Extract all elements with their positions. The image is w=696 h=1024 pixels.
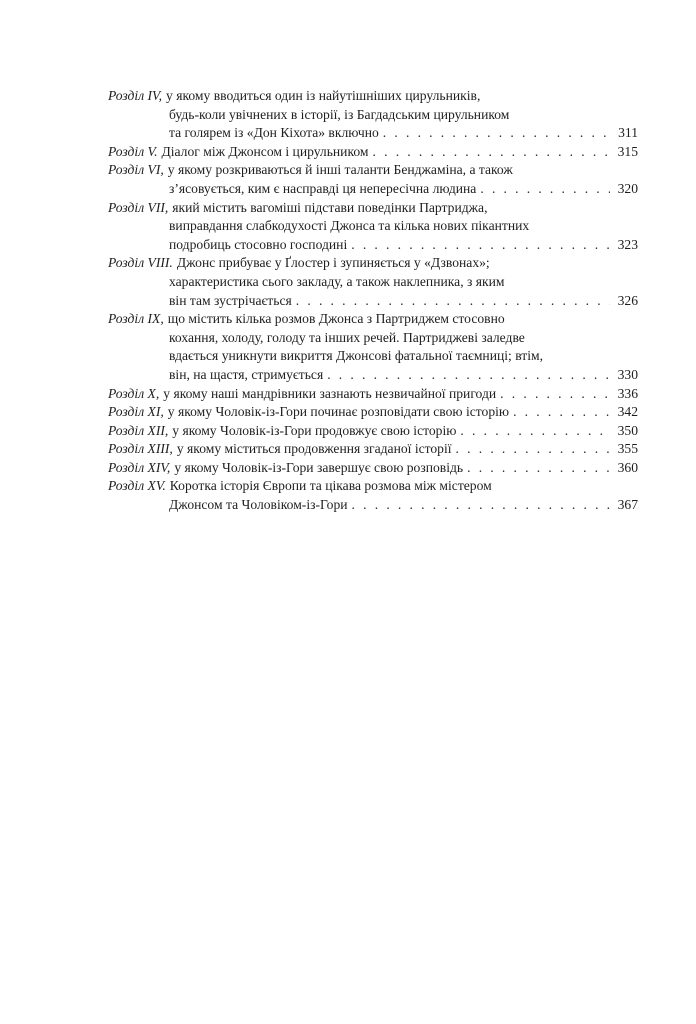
chapter-title-text: у якому Чоловік-із-Гори починає розповідати свою історію — [167, 404, 510, 420]
toc-line — [108, 273, 638, 292]
chapter-title-text: він, на щастя, стримується — [169, 366, 324, 382]
toc-line — [108, 347, 638, 366]
page-number: 315 — [617, 143, 638, 159]
toc-entry[interactable] — [108, 385, 638, 404]
toc-entry[interactable] — [108, 440, 638, 459]
page-number: 360 — [617, 459, 638, 475]
chapter-title-text: у якому Чоловік-із-Гори продовжує свою історію — [172, 422, 457, 438]
chapter-title-text: будь-коли увічнених в історії, із Багдадським цирульником — [169, 106, 510, 122]
toc-line — [108, 236, 638, 255]
page-number: 355 — [617, 441, 638, 457]
chapter-title-text: вдається уникнути викриття Джонсові фатальної таємниці; втім, — [169, 348, 544, 364]
toc-line — [108, 329, 638, 348]
chapter-title-text: кохання, холоду, голоду та інших речей. Партриджеві заледве — [169, 329, 525, 345]
chapter-title-text: що містить кілька розмов Джонса з Партриджем стосовно — [167, 311, 505, 327]
chapter-title-text: у якому Чоловік-із-Гори завершує свою розповідь — [174, 459, 464, 475]
dot-leader — [352, 496, 610, 515]
page-number: 323 — [617, 236, 638, 252]
toc-entry[interactable] — [108, 143, 638, 162]
chapter-label: Розділ VI, — [108, 162, 164, 178]
chapter-label: Розділ XII, — [108, 422, 169, 438]
chapter-label: Розділ IV, — [108, 88, 163, 103]
chapter-title-text: у якому розкриваються й інші таланти Бенджаміна, а також — [167, 162, 513, 178]
chapter-title-text: у якому вводиться один із найутішніших цирульників, — [166, 88, 481, 103]
toc-line — [108, 440, 638, 459]
chapter-title-text: Діалог між Джонсом і цирульником — [161, 143, 369, 159]
chapter-label: Розділ XV. — [108, 478, 166, 494]
dot-leader — [327, 366, 610, 385]
page-number: 311 — [618, 125, 638, 141]
chapter-title-text: Джонсом та Чоловіком-із-Гори — [169, 497, 348, 513]
dot-leader — [460, 422, 610, 441]
page-number: 336 — [617, 385, 638, 401]
chapter-title-text: Джонс прибуває у Ґлостер і зупиняється у «Дзвонах»; — [176, 255, 490, 271]
chapter-title-text: він там зустрічається — [169, 292, 292, 308]
toc-line — [108, 87, 638, 106]
toc-line — [108, 199, 638, 218]
chapter-label: Розділ V. — [108, 143, 158, 159]
chapter-label: Розділ VIII. — [108, 255, 173, 271]
page-number: 320 — [617, 180, 638, 196]
chapter-label: Розділ XIII, — [108, 441, 173, 457]
toc-line — [108, 310, 638, 329]
toc-line — [108, 292, 638, 311]
toc-entry[interactable] — [108, 87, 638, 143]
toc-line — [108, 385, 638, 404]
toc-line — [108, 254, 638, 273]
toc-line — [108, 403, 638, 422]
dot-leader — [480, 180, 610, 199]
toc-line — [108, 180, 638, 199]
dot-leader — [383, 124, 610, 143]
chapter-title-text: характеристика сього закладу, а також наклепника, з яким — [169, 273, 505, 289]
dot-leader — [500, 385, 610, 404]
chapter-title-text: та голярем із «Дон Кіхота» включно — [169, 125, 379, 141]
toc-entry[interactable] — [108, 199, 638, 255]
toc-line — [108, 217, 638, 236]
chapter-title-text: з’ясовується, ким є насправді ця непересічна людина — [169, 180, 477, 196]
dot-leader — [373, 143, 610, 162]
chapter-label: Розділ IX, — [108, 311, 164, 327]
page-number: 350 — [617, 422, 638, 438]
chapter-title-text: Коротка історія Європи та цікава розмова між містером — [169, 478, 492, 494]
toc-entry[interactable] — [108, 403, 638, 422]
toc-line — [108, 496, 638, 515]
toc-entry[interactable] — [108, 459, 638, 478]
toc-line — [108, 124, 638, 143]
toc-entry[interactable] — [108, 422, 638, 441]
chapter-title-text: у якому міститься продовження згаданої історії — [176, 441, 452, 457]
toc-line — [108, 422, 638, 441]
toc-entry[interactable] — [108, 254, 638, 310]
toc-line — [108, 459, 638, 478]
table-of-contents — [108, 87, 638, 515]
toc-line — [108, 366, 638, 385]
page-number: 326 — [617, 292, 638, 308]
page-number: 330 — [617, 366, 638, 382]
chapter-title-text: виправдання слабкодухості Джонса та кілька нових пікантних — [169, 218, 530, 234]
toc-entry[interactable] — [108, 161, 638, 198]
chapter-title-text: подробиць стосовно господині — [169, 236, 348, 252]
toc-line — [108, 161, 638, 180]
dot-leader — [296, 292, 610, 311]
dot-leader — [513, 403, 610, 422]
dot-leader — [351, 236, 610, 255]
chapter-label: Розділ X, — [108, 385, 160, 401]
chapter-label: Розділ VII, — [108, 199, 169, 215]
toc-line — [108, 477, 638, 496]
toc-entry[interactable] — [108, 310, 638, 384]
chapter-label: Розділ XIV, — [108, 459, 171, 475]
toc-line — [108, 143, 638, 162]
dot-leader — [456, 440, 610, 459]
page-number: 367 — [617, 497, 638, 513]
dot-leader — [467, 459, 610, 478]
chapter-title-text: у якому наші мандрівники зазнають незвичайної пригоди — [163, 385, 497, 401]
toc-entry[interactable] — [108, 477, 638, 514]
toc-line — [108, 106, 638, 125]
chapter-title-text: який містить вагоміші підстави поведінки Партриджа, — [172, 199, 488, 215]
chapter-label: Розділ XI, — [108, 404, 164, 420]
page-number: 342 — [617, 404, 638, 420]
